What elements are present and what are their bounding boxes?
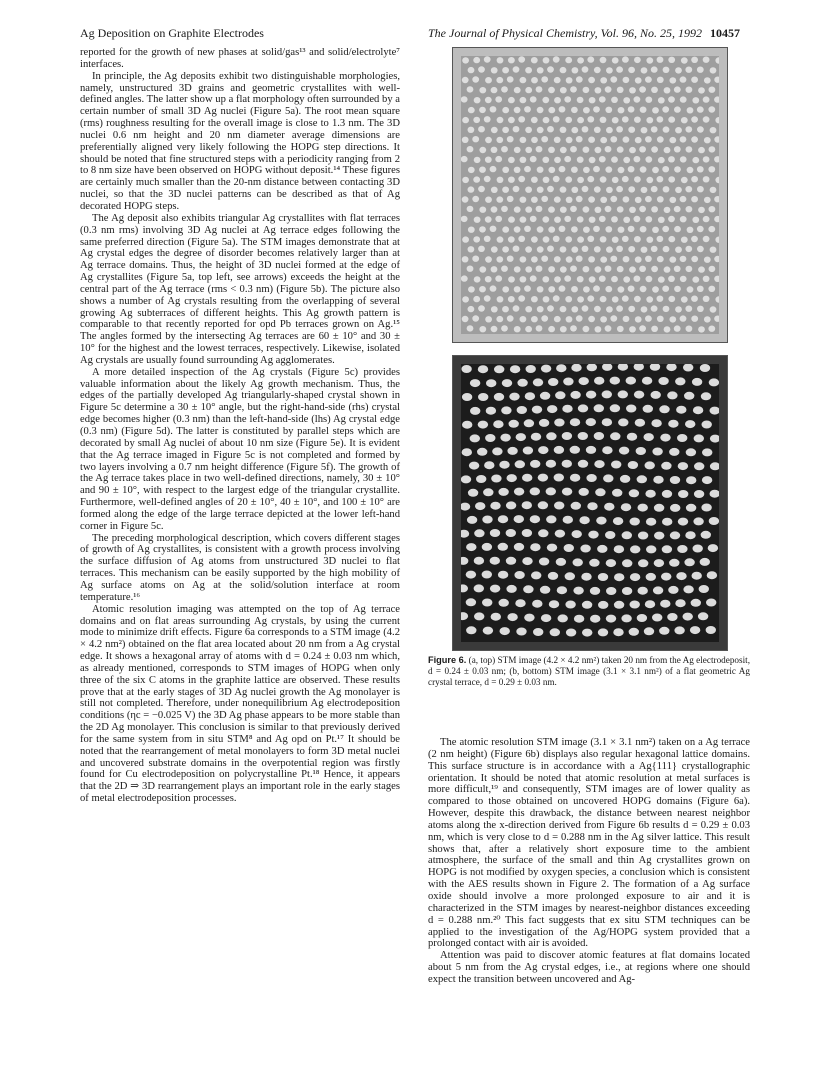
paragraph: The preceding morphological description, which covers different stages of growth of Ag crystallites, is consistent with a growth process involving the surface diffusion of Ag atoms from unstructured 3D nuclei to flat terraces. This mechanism can be easily supported by the high mobility of Ag surface atoms on Ag at the solid/solution interface at room temperature.¹⁶ bbox=[80, 532, 400, 603]
paragraph: Attention was paid to discover atomic features at flat domains located about 5 nm from the Ag crystal edges, i.e., at regions where one should expect the transition between uncovered and Ag- bbox=[428, 950, 750, 985]
page-number: 10457 bbox=[710, 26, 740, 40]
figure-caption-text: (a, top) STM image (4.2 × 4.2 nm²) taken 20 nm from the Ag electrodeposit, d = 0.24 ± 0.03 nm; (b, bottom) STM image (3.1 × 3.1 nm²) of a flat geometric Ag crystal terrace, d = 0.29 ± 0.03 nm. bbox=[428, 655, 751, 687]
hopg-lattice-image bbox=[461, 56, 719, 334]
stm-image-6a bbox=[452, 47, 728, 343]
paragraph: The atomic resolution STM image (3.1 × 3.1 nm²) taken on a Ag terrace (2 nm height) (Figure 6b) displays also regular hexagonal lattice domains. This surface structure is in accordance with a Ag{111} crystallographic orientation. It should be noted that atomic resolution at metal surfaces is more difficult,¹⁹ and consequently, STM images are of lower quality as compared to those obtained on uncovered HOPG domains (Figure 6a). However, despite this drawback, the distance between nearest neighbor atoms along the x-direction derived from Figure 6b results d = 0.29 ± 0.03 nm, which is very close to d = 0.288 nm in the Ag silver lattice. This result shows that, after a relatively short exposure time to the ambient atmosphere, the surface of the small and thin Ag crystallites grown on HOPG is not modified by oxygen species, a conclusion which is consistent with the AES results shown in Figure 2. The formation of a Ag surface oxide should involve a more prolonged exposure to air and it is characterized in the STM images by nearest-neighbor distances exceeding d = 0.288 nm.²⁰ This fact suggests that ex situ STM techniques can be applied to the investigation of the Ag/HOPG system provided that a prolonged contact with air is avoided. bbox=[428, 737, 750, 950]
page-header bbox=[80, 26, 740, 42]
journal-citation bbox=[428, 26, 740, 41]
figure-caption bbox=[428, 655, 750, 687]
paragraph: The Ag deposit also exhibits triangular Ag crystallites with flat terraces (0.3 nm rms) involving 3D Ag nuclei at Ag terrace edges following the same preferred direction (Figure 5a). The STM images demonstrate that at Ag crystal edges the degree of disorder becomes relatively larger than at Ag terrace domains. Thus, the height of 3D nuclei formed at the edge of Ag crystallites (Figure 5a, top left, see arrows) exceeds the height at the central part of the Ag terrace (rms < 0.3 nm) (Figure 5b). The picture also shows a number of Ag crystals resulting from the overlapping of several growing Ag subterraces of different heights. This Ag growth pattern is comparable to that recently reported for opd Pb terraces grown on Ag.¹⁵ The angles formed by the intersecting Ag terraces are 60 ± 10° and 30 ± 10° for the highest and the lowest terraces, respectively. Likewise, isolated Ag crystals are usually found surrounding Ag agglomerates. bbox=[80, 212, 400, 366]
paragraph: In principle, the Ag deposits exhibit two distinguishable morphologies, namely, unstructured 3D grains and geometric crystallites with well-defined angles. The latter show up a flat morphology often surrounded by a certain number of small 3D Ag nuclei (Figure 5a). The root mean square (rms) roughness resulting for the overall image is close to 1.3 nm. The 3D nuclei 0.6 nm height and 20 nm diameter average dimensions are preferentially aligned very likely following the HOPG step directions. It should be noted that fine structured steps with a periodicity ranging from 2 to 8 nm size have been observed on HOPG without deposit.¹⁴ These figures are certainly much smaller than the 20-nm distance between contacting 3D nuclei, so that the 3D nuclei patterns can be described as that of Ag decorated HOPG steps. bbox=[80, 70, 401, 212]
running-title: Ag Deposition on Graphite Electrodes bbox=[80, 26, 264, 40]
stm-image-6b bbox=[452, 355, 728, 651]
paragraph: reported for the growth of new phases at solid/gas¹³ and solid/electrolyte⁷ interfaces. bbox=[80, 47, 400, 70]
paragraph: A more detailed inspection of the Ag crystals (Figure 5c) provides valuable information about the likely Ag growth mechanism. Thus, the edges of the partially developed Ag triangularly-shaped crystal shown in Figure 5c determine a 30 ± 10° angle, but the right-hand-side (rhs) crystal edge becomes higher (0.3 nm) than the left-hand-side (lhs) Ag crystal edge (0.3 nm) (Figure 5d). The latter is constituted by parallel steps which are decorated by small Ag nuclei of about 10 nm size (Figure 5e). It is evident that the Ag terrace imaged in Figure 5c is not completed and formed by two layers involving a 0.7 nm height difference (Figure 5f). The growth of the Ag terrace takes place in two well-defined directions, namely, 30 ± 10° and 90 ± 10°, with respect to the largest edge of the triangular crystallite. Furthermore, well-defined angles of 20 ± 10°, 40 ± 10°, and 100 ± 10° are formed along the edge of the large terrace depicted at the lower left-hand corner in Figure 5c. bbox=[80, 366, 400, 532]
ag-terrace-lattice-image bbox=[461, 364, 719, 642]
journal-name: The Journal of Physical Chemistry, Vol. 96, No. 25, 1992 bbox=[428, 26, 702, 40]
figure-label: Figure 6. bbox=[428, 655, 467, 665]
left-column bbox=[80, 47, 400, 805]
paragraph: Atomic resolution imaging was attempted on the top of Ag terrace domains and on flat areas surrounding Ag crystals, by using the current mode to minimize drift effects. Figure 6a corresponds to a STM image (4.2 × 4.2 nm²) obtained on the flat area located about 20 nm from a Ag crystal edge. It shows a hexagonal array of atoms with d = 0.24 ± 0.03 nm which, as already mentioned, corresponds to STM images of HOPG when only three of the six C atoms in the graphite lattice are observed. These results prove that at the early stages of 3D Ag nuclei growth the Ag monolayer is still not completed. Therefore, under nonequilibrium Ag electrodeposition conditions (ηc = −0.025 V) the 3D Ag phase appears to be more stable than the 2D Ag monolayer. This conclusion is similar to that previously derived for the same system from in situ STM⁸ and Ag opd on Pt.¹⁷ It should be noted that the rearrangement of metal monolayers to form 3D metal nuclei and uncovered substrate domains in the overpotential region was firstly found for Cu electrodeposition on polycrystalline Pt.¹⁸ Hence, it appears that the 2D ⇒ 3D rearrangement plays an important role in the early stages of metal electrodeposition processes. bbox=[80, 603, 400, 805]
right-column bbox=[428, 737, 750, 986]
